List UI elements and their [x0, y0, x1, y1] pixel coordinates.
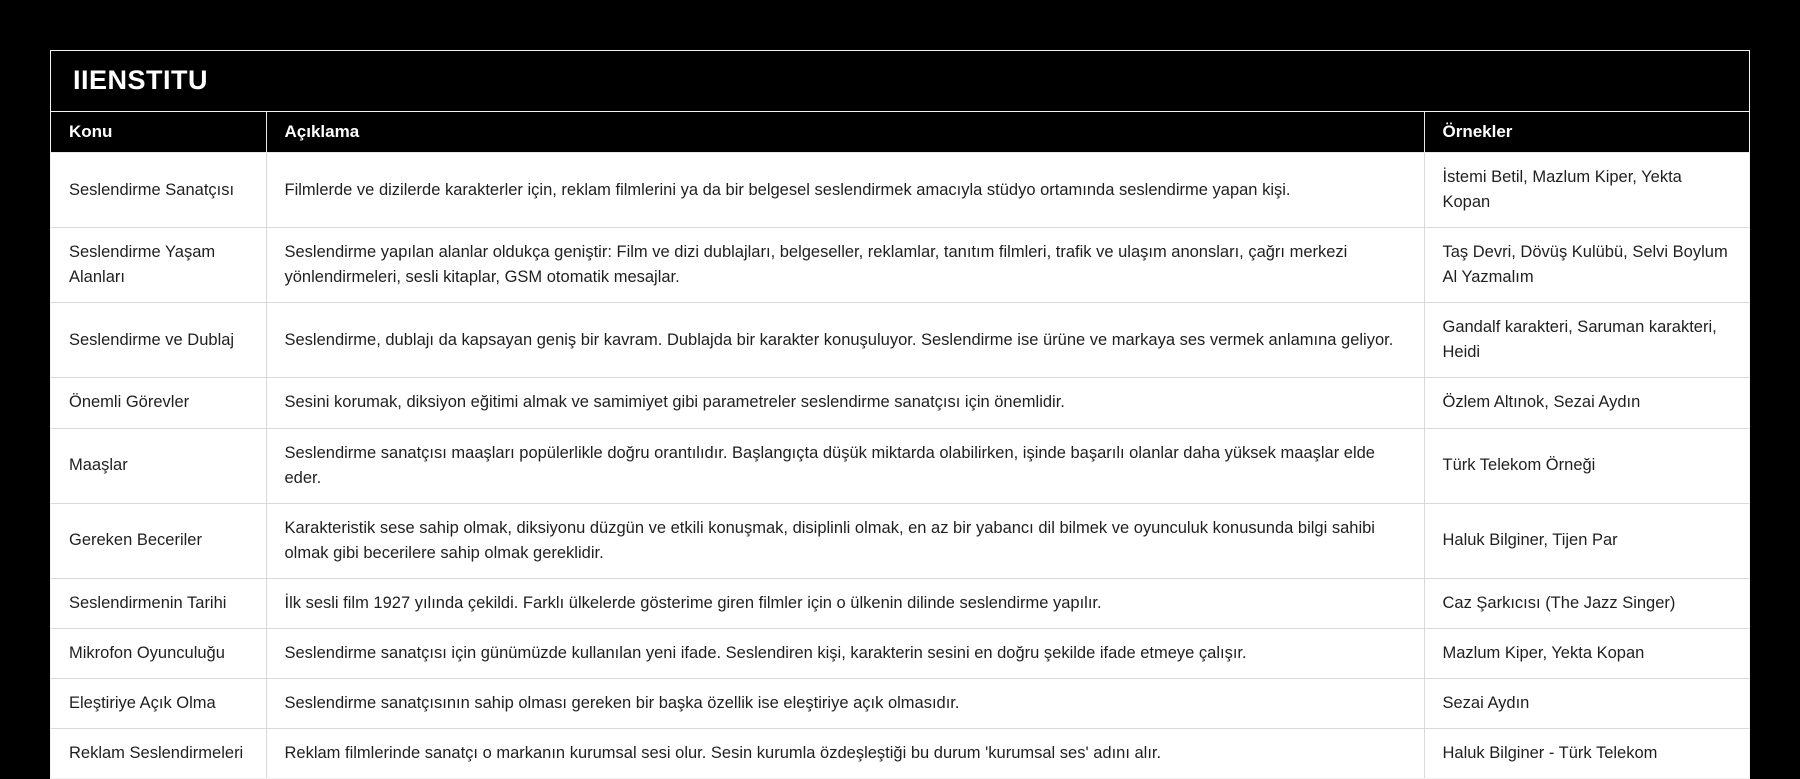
table-body: [51, 153, 1749, 779]
row-description-cell: Seslendirme yapılan alanlar oldukça geniştir: Film ve dizi dublajları, belgeseller, reklamlar, tanıtım filmleri, trafik ve ulaşım anonsları, çağrı merkezi yönlendirmeleri, sesli kitaplar, GSM otomatik mesajlar.: [266, 228, 1424, 303]
table-header: [51, 112, 1749, 153]
row-examples-cell: Haluk Bilginer, Tijen Par: [1424, 503, 1749, 578]
row-description-cell: Sesini korumak, diksiyon eğitimi almak ve samimiyet gibi parametreler seslendirme sanatçısı için önemlidir.: [266, 378, 1424, 428]
row-examples-cell: Sezai Aydın: [1424, 679, 1749, 729]
row-description-cell: Seslendirme sanatçısı için günümüzde kullanılan yeni ifade. Seslendiren kişi, karakterin sesini en doğru şekilde ifade etmeye çalışır.: [266, 628, 1424, 678]
table-row: [51, 303, 1749, 378]
table-row: [51, 428, 1749, 503]
column-header-aciklama: Açıklama: [266, 112, 1424, 153]
row-topic-cell: Seslendirme ve Dublaj: [51, 303, 266, 378]
content-panel: [50, 50, 1750, 779]
row-description-cell: Seslendirme sanatçısı maaşları popülerlikle doğru orantılıdır. Başlangıçta düşük miktarda olabilirken, işinde başarılı olanlar daha yüksek maaşlar elde eder.: [266, 428, 1424, 503]
table-row: [51, 153, 1749, 228]
table-row: [51, 503, 1749, 578]
row-examples-cell: Taş Devri, Dövüş Kulübü, Selvi Boylum Al Yazmalım: [1424, 228, 1749, 303]
row-description-cell: İlk sesli film 1927 yılında çekildi. Farklı ülkelerde gösterime giren filmler için o ülkenin dilinde seslendirme yapılır.: [266, 578, 1424, 628]
row-description-cell: Reklam filmlerinde sanatçı o markanın kurumsal sesi olur. Sesin kurumla özdeşleştiği bu durum 'kurumsal ses' adını alır.: [266, 729, 1424, 779]
row-examples-cell: Caz Şarkıcısı (The Jazz Singer): [1424, 578, 1749, 628]
table-row: [51, 679, 1749, 729]
row-topic-cell: Reklam Seslendirmeleri: [51, 729, 266, 779]
row-topic-cell: Seslendirme Yaşam Alanları: [51, 228, 266, 303]
table-row: [51, 378, 1749, 428]
row-topic-cell: Önemli Görevler: [51, 378, 266, 428]
row-topic-cell: Gereken Beceriler: [51, 503, 266, 578]
table-row: [51, 628, 1749, 678]
row-description-cell: Seslendirme sanatçısının sahip olması gereken bir başka özellik ise eleştiriye açık olmasıdır.: [266, 679, 1424, 729]
table-row: [51, 729, 1749, 779]
row-topic-cell: Maaşlar: [51, 428, 266, 503]
column-header-konu: Konu: [51, 112, 266, 153]
column-header-ornekler: Örnekler: [1424, 112, 1749, 153]
table-row: [51, 228, 1749, 303]
row-examples-cell: Haluk Bilginer - Türk Telekom: [1424, 729, 1749, 779]
table-row: [51, 578, 1749, 628]
row-description-cell: Filmlerde ve dizilerde karakterler için, reklam filmlerini ya da bir belgesel seslendirmek amacıyla stüdyo ortamında seslendirme yapan kişi.: [266, 153, 1424, 228]
row-examples-cell: İstemi Betil, Mazlum Kiper, Yekta Kopan: [1424, 153, 1749, 228]
row-topic-cell: Seslendirmenin Tarihi: [51, 578, 266, 628]
row-description-cell: Seslendirme, dublajı da kapsayan geniş bir kavram. Dublajda bir karakter konuşuluyor. Seslendirme ise ürüne ve markaya ses vermek anlamına geliyor.: [266, 303, 1424, 378]
row-topic-cell: Seslendirme Sanatçısı: [51, 153, 266, 228]
row-examples-cell: Türk Telekom Örneği: [1424, 428, 1749, 503]
topics-table: [51, 112, 1749, 778]
row-examples-cell: Mazlum Kiper, Yekta Kopan: [1424, 628, 1749, 678]
row-topic-cell: Mikrofon Oyunculuğu: [51, 628, 266, 678]
table-header-row: [51, 112, 1749, 153]
page-title: IIENSTITU: [51, 51, 1749, 112]
row-description-cell: Karakteristik sese sahip olmak, diksiyonu düzgün ve etkili konuşmak, disiplinli olmak, en az bir yabancı dil bilmek ve oyunculuk konusunda bilgi sahibi olmak gibi becerilere sahip olmak gereklidir.: [266, 503, 1424, 578]
row-topic-cell: Eleştiriye Açık Olma: [51, 679, 266, 729]
row-examples-cell: Özlem Altınok, Sezai Aydın: [1424, 378, 1749, 428]
row-examples-cell: Gandalf karakteri, Saruman karakteri, Heidi: [1424, 303, 1749, 378]
